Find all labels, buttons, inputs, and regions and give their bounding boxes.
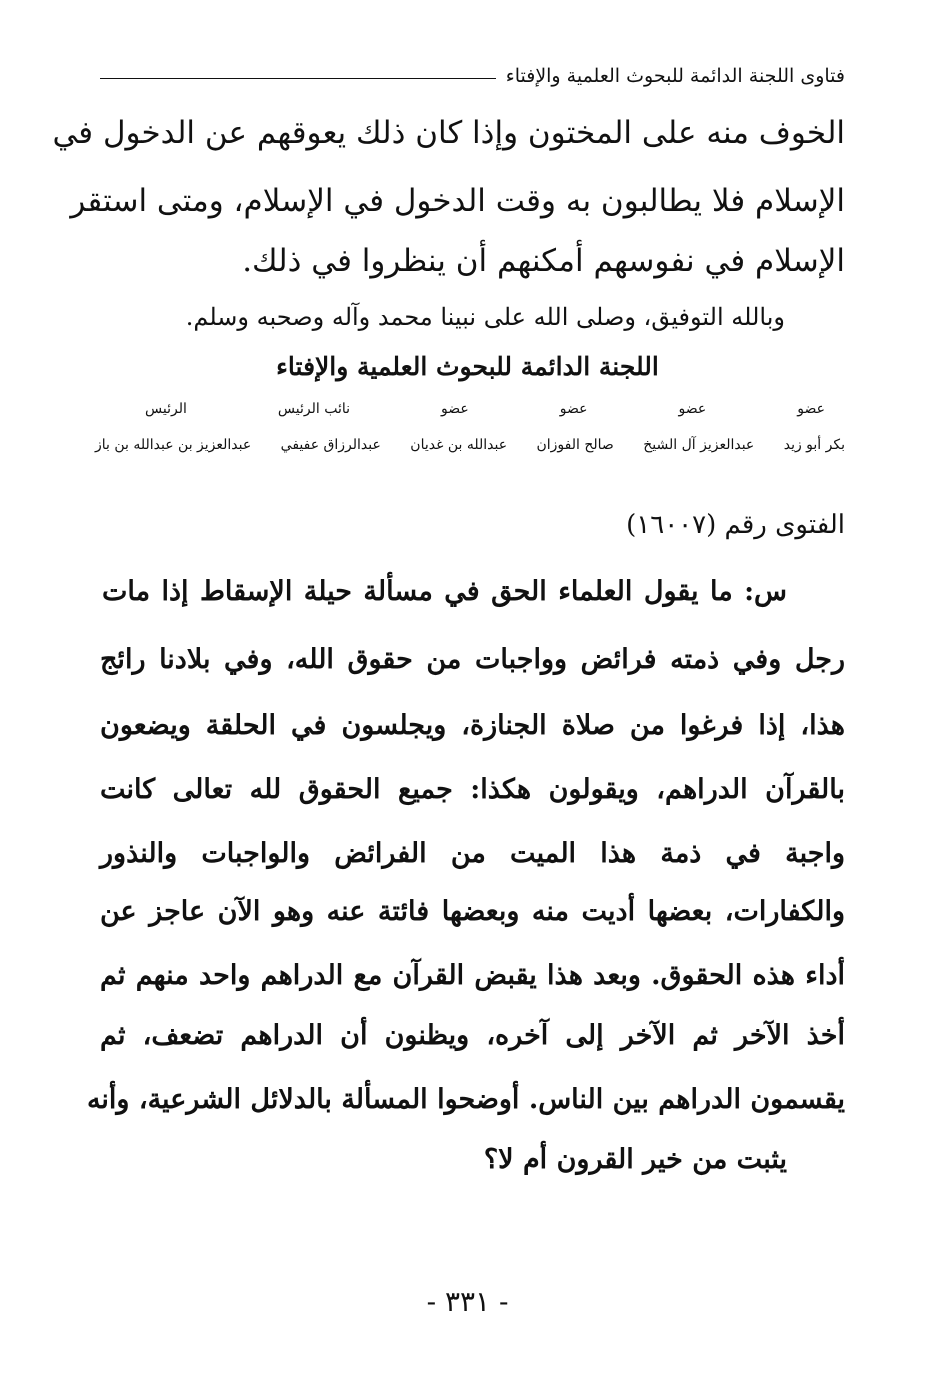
question-line-7: أداء هذه الحقوق. وبعد هذا يقبض القرآن مع الدراهم واحد منهم ثم	[100, 960, 845, 991]
page-number: - ٣٣١ -	[426, 1285, 509, 1318]
question-line-2: رجل وفي ذمته فرائض وواجبات من حقوق الله، وفي بلادنا رائج	[100, 644, 845, 675]
signatory-name-5: عبدالرزاق عفيفي	[280, 437, 381, 453]
question-line-5: واجبة في ذمة هذا الميت من الفرائض والواجبات والنذور	[100, 838, 845, 869]
closing-prayer: وبالله التوفيق، وصلى الله على نبينا محمد وآله وصحبه وسلم.	[185, 303, 785, 331]
question-line-4: بالقرآن الدراهم، ويقولون هكذا: جميع الحقوق لله تعالى كانت	[100, 774, 845, 805]
question-line-6: والكفارات، بعضها أديت منه وبعضها فائتة عنه وهو الآن عاجز عن	[100, 896, 845, 927]
question-line-10: يثبت من خير القرون أم لا؟	[483, 1144, 787, 1175]
signatory-name-1: بكر أبو زيد	[783, 437, 845, 453]
role-member-2: عضو	[678, 401, 707, 417]
role-chairman: الرئيس	[145, 401, 187, 417]
continuation-line-2: الإسلام فلا يطالبون به وقت الدخول في الإسلام، ومتى استقر	[70, 183, 845, 219]
role-member-4: عضو	[441, 401, 469, 417]
signatory-name-6: عبدالعزيز بن عبدالله بن باز	[95, 437, 252, 453]
fatwa-number: الفتوى رقم (١٦٠٠٧)	[626, 510, 845, 540]
continuation-line-3: الإسلام في نفوسهم أمكنهم أن ينظروا في ذلك.	[242, 243, 845, 279]
running-header-title: فتاوى اللجنة الدائمة للبحوث العلمية والإفتاء	[505, 65, 845, 87]
question-line-1: س: ما يقول العلماء الحق في مسألة حيلة الإسقاط إذا مات	[102, 576, 787, 607]
role-member-3: عضو	[559, 401, 588, 417]
committee-title: اللجنة الدائمة للبحوث العلمية والإفتاء	[276, 352, 659, 381]
continuation-line-1: الخوف منه على المختون وإذا كان ذلك يعوقهم عن الدخول في	[52, 115, 845, 151]
question-line-8: أخذ الآخر ثم الآخر إلى آخره، ويظنون أن الدراهم تضعف، ثم	[100, 1020, 845, 1051]
signatory-roles	[145, 402, 825, 416]
signatory-name-3: صالح الفوزان	[536, 437, 614, 453]
header-rule	[100, 78, 496, 79]
signatory-names	[95, 438, 845, 452]
role-member-1: عضو	[797, 401, 825, 417]
running-header	[100, 56, 845, 96]
question-line-3: هذا، إذا فرغوا من صلاة الجنازة، ويجلسون في الحلقة ويضعون	[100, 710, 845, 741]
question-line-9: يقسمون الدراهم بين الناس. أوضحوا المسألة بالدلائل الشرعية، وأنه	[86, 1084, 845, 1115]
signatory-name-4: عبدالله بن غديان	[410, 437, 508, 453]
signatory-name-2: عبدالعزيز آل الشيخ	[643, 437, 755, 453]
role-vice-chairman: نائب الرئيس	[277, 401, 350, 417]
